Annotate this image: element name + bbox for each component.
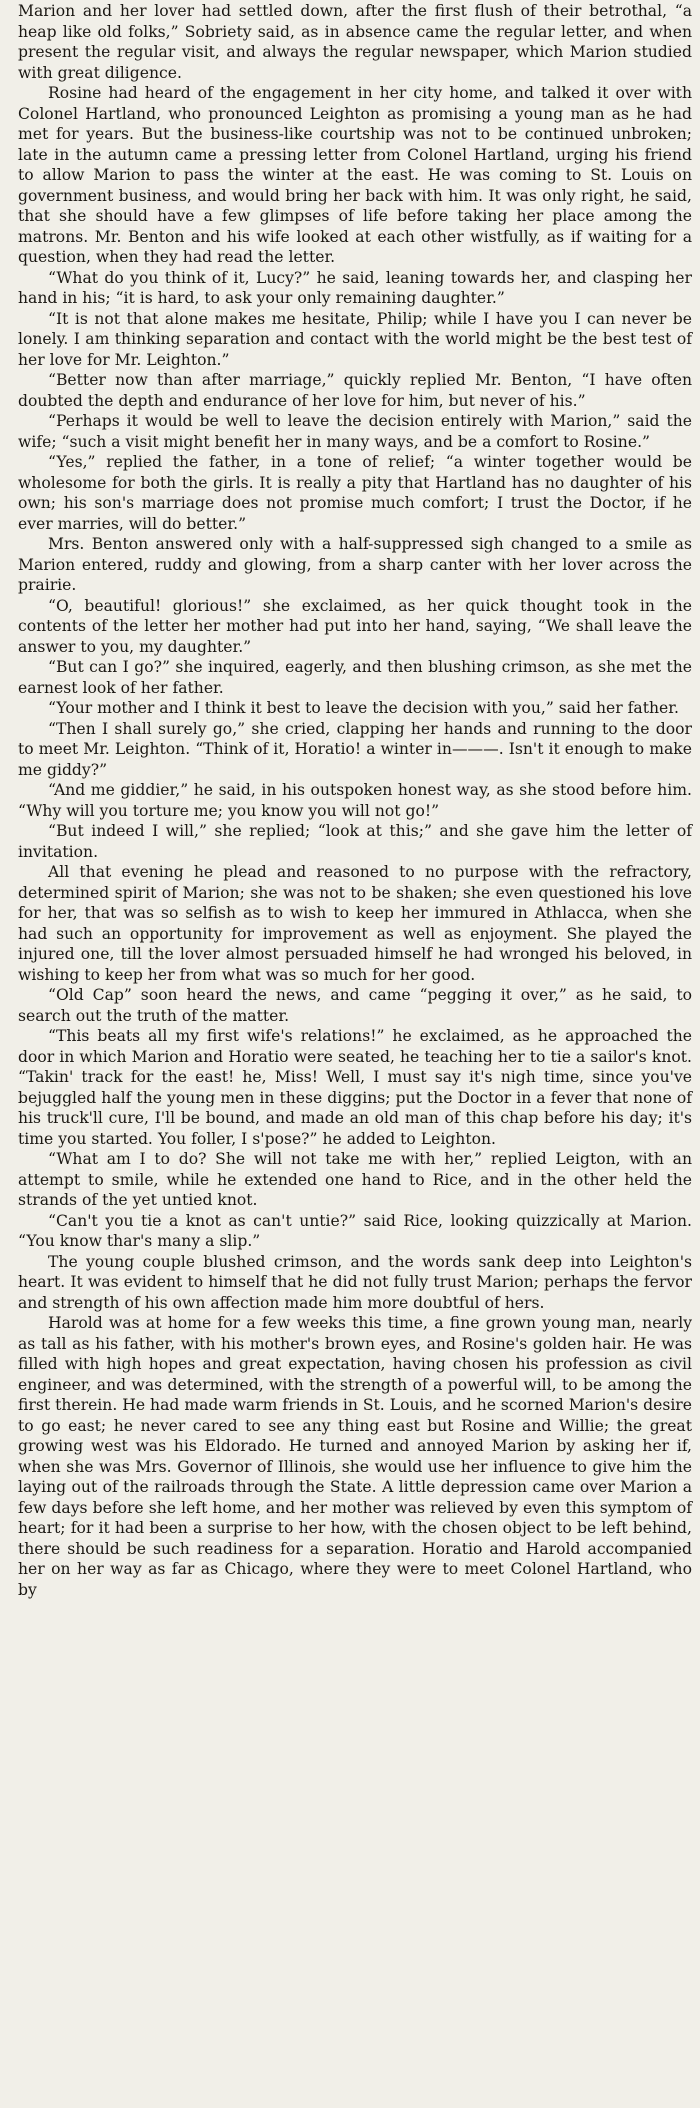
paragraph: “This beats all my first wife's relations!” he exclaimed, as he approached the door in which Marion and Horatio were seated, he teaching her to tie a sailor's knot. “Takin' track for the east! he, Miss! Well, I must say it's nigh time, since you've bejuggled half the young men in these diggins; put the Doctor in a fever that none of his truck'll cure, I'll be bound, and made an old man of this chap before his day; it's time you started. You foller, I s'pose?” he added to Leighton.: [18, 1027, 692, 1148]
paragraph: “Yes,” replied the father, in a tone of relief; “a winter together would be wholesome for both the girls. It is really a pity that Hartland has no daughter of his own; his son's marriage does not promise much comfort; I trust the Doctor, if he ever marries, will do better.”: [18, 453, 692, 533]
paragraph: “Your mother and I think it best to leave the decision with you,” said her father.: [48, 699, 679, 717]
paragraph: All that evening he plead and reasoned to no purpose with the refractory, determined spirit of Marion; she was not to be shaken; she even questioned his love for her, that was so selfish as to wish to keep her immured in Athlacca, when she had such an opportunity for improvement as well as enjoyment. She played the injured one, till the lover almost persuaded himself he had wronged his beloved, in wishing to keep her from what was so much for her good.: [18, 863, 692, 984]
paragraph: “Then I shall surely go,” she cried, clapping her hands and running to the door to meet Mr. Leighton. “Think of it, Horatio! a winter in———. Isn't it enough to make me giddy?”: [18, 719, 692, 779]
paragraph: “What do you think of it, Lucy?” he said, leaning towards her, and clasping her hand in his; “it is hard, to ask your only remaining daughter.”: [18, 268, 692, 307]
paragraph: “But indeed I will,” she replied; “look at this;” and she gave him the letter of invitation.: [18, 822, 692, 861]
paragraph: “But can I go?” she inquired, eagerly, and then blushing crimson, as she met the earnest look of her father.: [18, 658, 692, 697]
paragraph: The young couple blushed crimson, and the words sank deep into Leighton's heart. It was evident to himself that he did not fully trust Marion; perhaps the fervor and strength of his own affection made him more doubtful of hers.: [18, 1252, 692, 1312]
paragraph: Mrs. Benton answered only with a half-suppressed sigh changed to a smile as Marion entered, ruddy and glowing, from a sharp canter with her lover across the prairie.: [18, 535, 692, 594]
paragraph: Harold was at home for a few weeks this time, a fine grown young man, nearly as tall as his father, with his mother's brown eyes, and Rosine's golden hair. He was filled with high hopes and great expectation, having chosen his profession as civil engineer, and was determined, with the strength of a powerful will, to be among the first therein. He had made warm friends in St. Louis, and he scorned Marion's desire to go east; he never cared to see any thing east but Rosine and Willie; the great growing west was his Eldorado. He turned and annoyed Marion by asking her if, when she was Mrs. Governor of Illinois, she would use her influence to give him the laying out of the railroads through the State. A little depression came over Marion a few days before she left home, and her mother was relieved by even this symptom of heart; for it had been a surprise to her how, with the chosen object to be left behind, there should be such readiness for a separation. Horatio and Harold accompanied her on her way as far as Chicago, where they were to meet Colonel Hartland, who by: [18, 1314, 692, 1599]
paragraph: “Can't you tie a knot as can't untie?” said Rice, looking quizzically at Marion. “You know thar's many a slip.”: [18, 1211, 692, 1250]
paragraph: “Old Cap” soon heard the news, and came “pegging it over,” as he said, to search out the truth of the matter.: [18, 986, 692, 1025]
paragraph: “Perhaps it would be well to leave the decision entirely with Marion,” said the wife; “such a visit might benefit her in many ways, and be a comfort to Rosine.”: [18, 412, 692, 451]
paragraph: “Better now than after marriage,” quickly replied Mr. Benton, “I have often doubted the depth and endurance of her love for him, but never of his.”: [18, 371, 692, 410]
paragraph: “And me giddier,” he said, in his outspoken honest way, as she stood before him. “Why will you torture me; you know you will not go!”: [18, 781, 692, 820]
paragraph: “It is not that alone makes me hesitate, Philip; while I have you I can never be lonely. I am thinking separation and contact with the world might be the best test of her love for Mr. Leighton.”: [18, 309, 692, 369]
paragraph: Marion and her lover had settled down, after the first flush of their betrothal, “a heap like old folks,” Sobriety said, as in absence came the regular letter, and when present the regular visit, and always the regular newspaper, which Marion studied with great diligence.: [18, 2, 692, 82]
paragraph: “What am I to do? She will not take me with her,” replied Leigton, with an attempt to smile, while he extended one hand to Rice, and in the other held the strands of the yet untied knot.: [18, 1150, 692, 1209]
paragraph: “O, beautiful! glorious!” she exclaimed, as her quick thought took in the contents of the letter her mother had put into her hand, saying, “We shall leave the answer to you, my daughter.”: [18, 596, 692, 656]
paragraph: Rosine had heard of the engagement in her city home, and talked it over with Colonel Hartland, who pronounced Leighton as promising a young man as he had met for years. But the business-like courtship was not to be continued unbroken; late in the autumn came a pressing letter from Colonel Hartland, urging his friend to allow Marion to pass the winter at the east. He was coming to St. Louis on government business, and would bring her back with him. It was only right, he said, that she should have a few glimpses of life before taking her place among the matrons. Mr. Benton and his wife looked at each other wistfully, as if waiting for a question, when they had read the letter.: [18, 84, 692, 266]
